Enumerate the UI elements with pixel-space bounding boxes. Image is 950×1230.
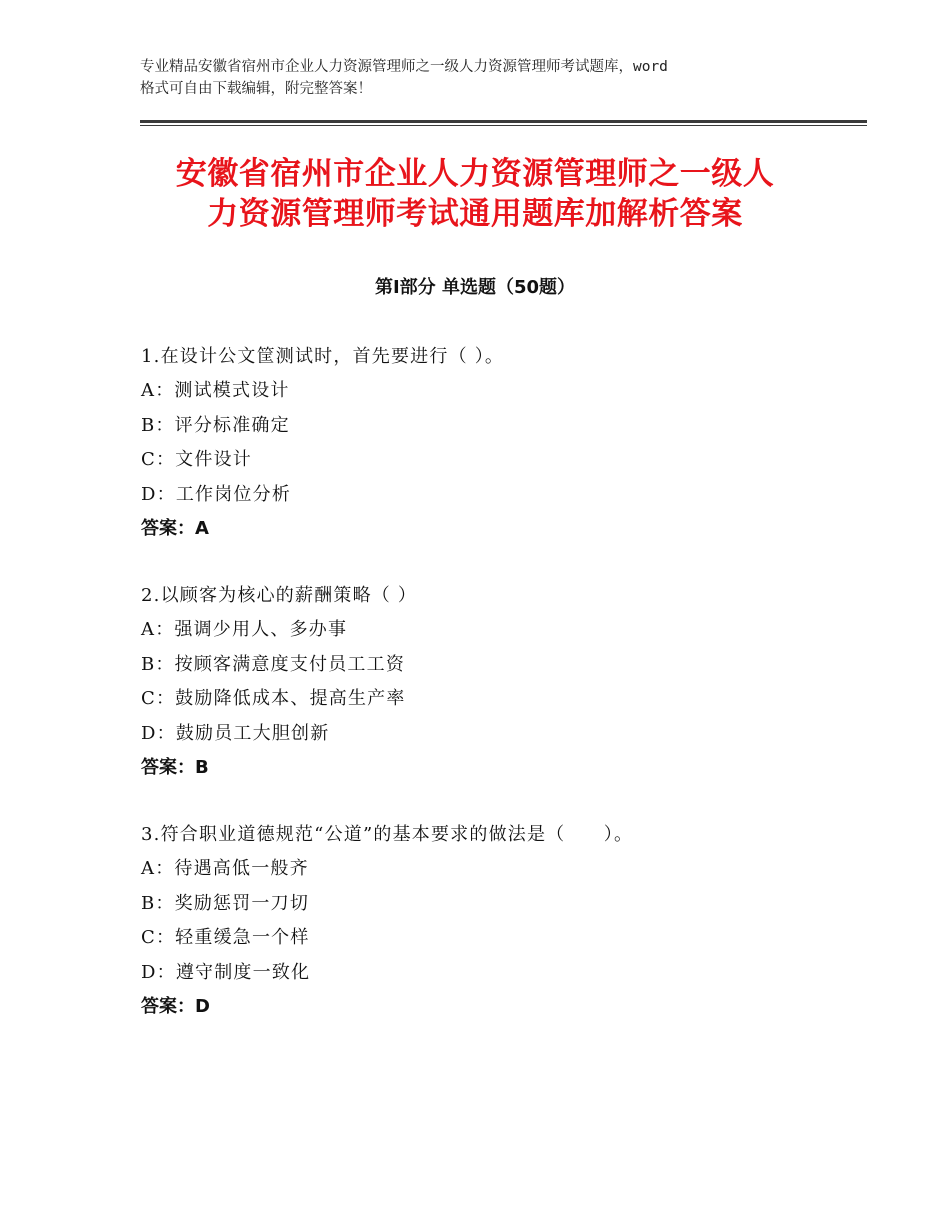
option-c: C：轻重缓急一个样: [141, 927, 310, 949]
header-note-line-1: 专业精品安徽省宿州市企业人力资源管理师之一级人力资源管理师考试题库，word: [140, 59, 668, 75]
question-block: [141, 340, 861, 546]
document-title: [100, 154, 850, 234]
header-note-line-2: 格式可自由下载编辑，附完整答案！: [140, 81, 372, 97]
option-d: D：遵守制度一致化: [141, 961, 311, 983]
answer-line: 答案：A: [141, 517, 209, 539]
option-b: B：奖励惩罚一刀切: [141, 892, 310, 914]
document-title-line-1: 安徽省宿州市企业人力资源管理师之一级人: [175, 156, 775, 192]
option-c: C：文件设计: [141, 449, 252, 471]
option-a: A：待遇高低一般齐: [141, 858, 309, 880]
answer-line: 答案：D: [141, 995, 210, 1017]
question-stem: 2.以顾客为核心的薪酬策略（ ）: [141, 585, 418, 606]
document-title-line-2: 力资源管理师考试通用题库加解析答案: [207, 196, 743, 232]
option-b: B：评分标准确定: [141, 414, 290, 436]
question-block: [141, 818, 861, 1024]
option-a: A：测试模式设计: [141, 380, 290, 402]
option-c: C：鼓励降低成本、提高生产率: [141, 688, 406, 710]
option-a: A：强调少用人、多办事: [141, 619, 348, 641]
header-rule-thin: [140, 125, 867, 126]
section-title: 第Ⅰ部分 单选题（50题）: [374, 277, 575, 298]
question-block: [141, 579, 861, 785]
question-stem: 1.在设计公文筐测试时，首先要进行（ ）。: [141, 346, 505, 367]
header-rule-thick: [140, 120, 867, 123]
header-note: [140, 56, 840, 100]
option-d: D：工作岗位分析: [141, 483, 292, 505]
question-stem: 3.符合职业道德规范“公道”的基本要求的做法是（ ）。: [141, 824, 634, 845]
option-b: B：按顾客满意度支付员工工资: [141, 653, 406, 675]
answer-line: 答案：B: [141, 756, 209, 778]
option-d: D：鼓励员工大胆创新: [141, 722, 330, 744]
